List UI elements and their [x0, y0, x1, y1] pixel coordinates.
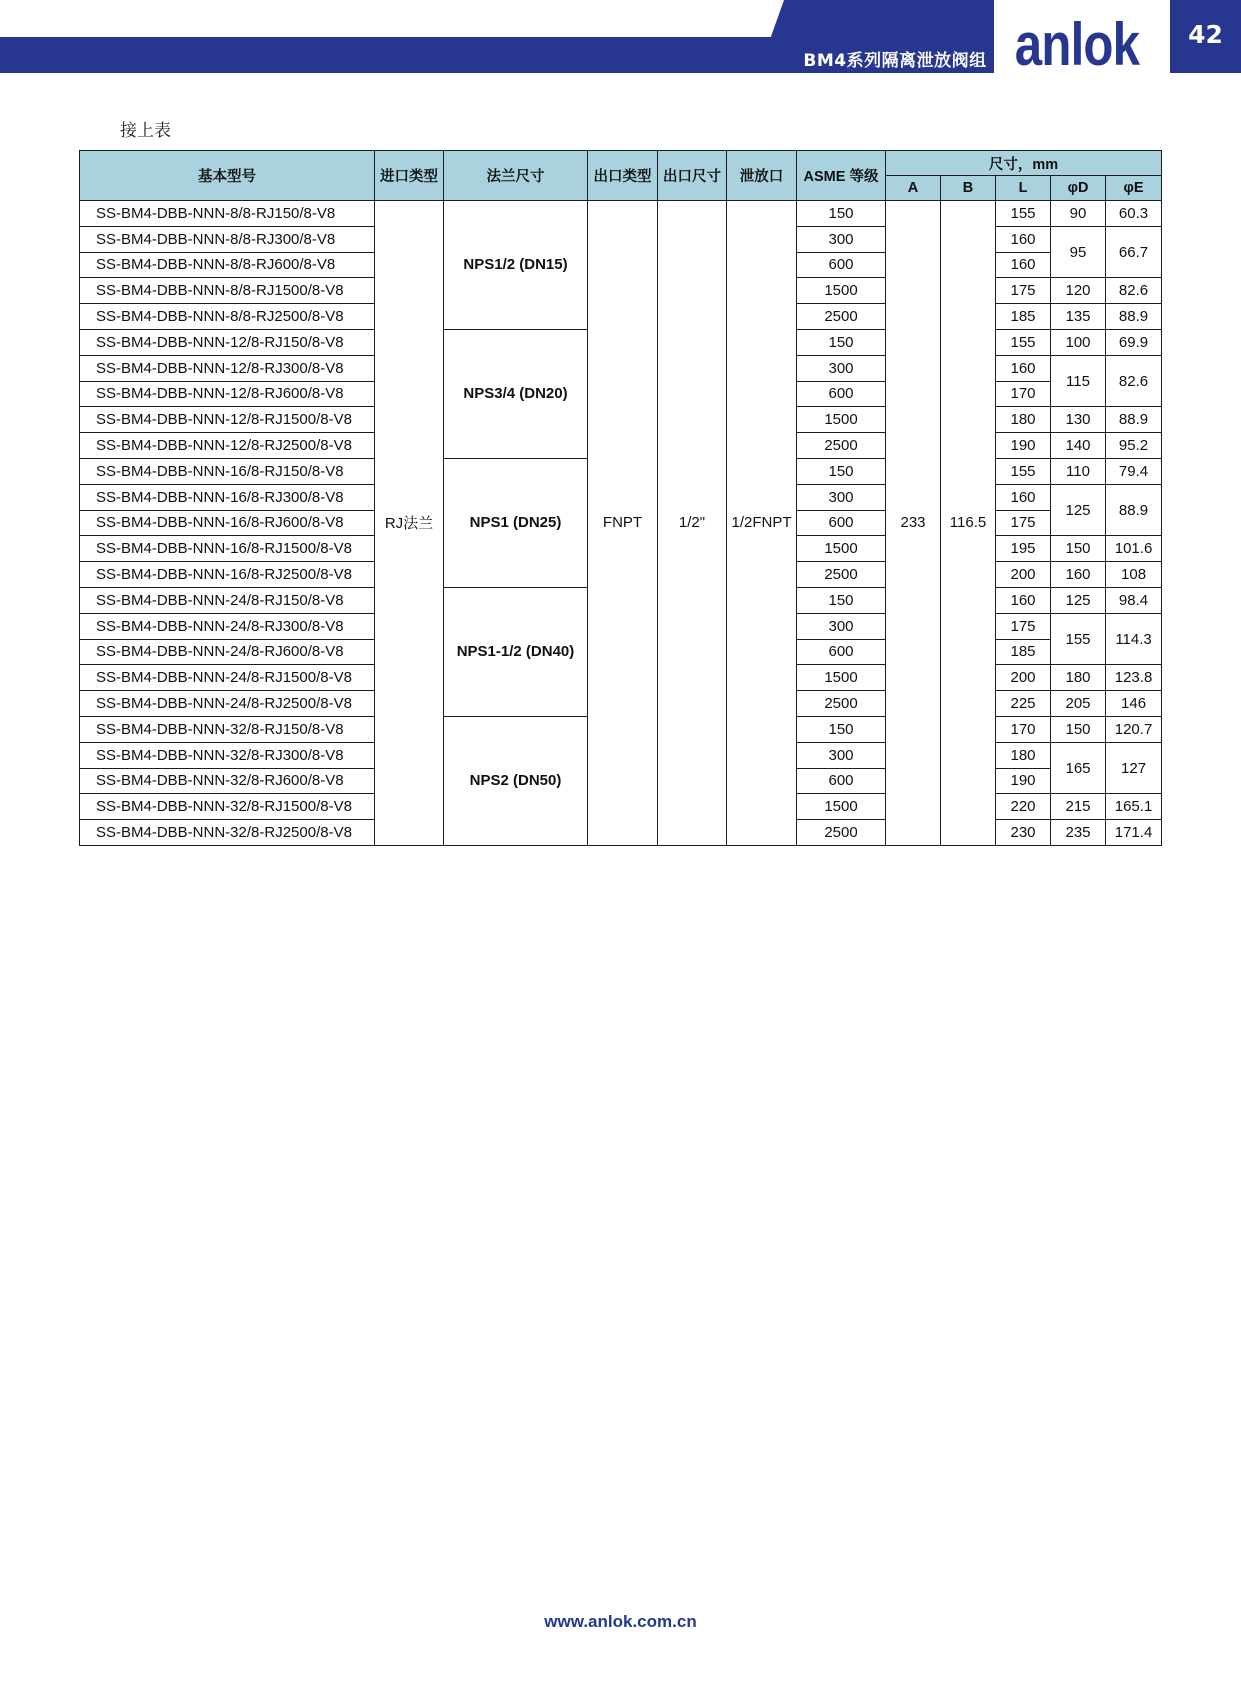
dim-e-cell: 114.3	[1106, 613, 1162, 665]
spec-table-body	[80, 201, 1162, 846]
asme-class-cell: 600	[797, 768, 886, 794]
model-cell: SS-BM4-DBB-NNN-24/8-RJ300/8-V8	[80, 613, 375, 639]
asme-class-cell: 1500	[797, 794, 886, 820]
dim-l-cell: 180	[996, 742, 1051, 768]
dim-d-cell: 150	[1051, 716, 1106, 742]
dim-l-cell: 175	[996, 613, 1051, 639]
dim-l-cell: 190	[996, 768, 1051, 794]
dim-l-cell: 180	[996, 407, 1051, 433]
header-vent: 泄放口	[727, 151, 797, 201]
flange-size-cell: NPS2 (DN50)	[444, 716, 588, 845]
series-title: BM4系列隔离泄放阀组	[803, 51, 987, 71]
outlet-type-cell: FNPT	[588, 201, 658, 846]
flange-size-cell: NPS1/2 (DN15)	[444, 201, 588, 330]
asme-class-cell: 1500	[797, 536, 886, 562]
dim-l-cell: 200	[996, 665, 1051, 691]
dim-l-cell: 170	[996, 716, 1051, 742]
dim-d-cell: 155	[1051, 613, 1106, 665]
asme-class-cell: 300	[797, 355, 886, 381]
model-cell: SS-BM4-DBB-NNN-24/8-RJ2500/8-V8	[80, 691, 375, 717]
dim-e-cell: 88.9	[1106, 407, 1162, 433]
model-cell: SS-BM4-DBB-NNN-12/8-RJ150/8-V8	[80, 329, 375, 355]
footer-website: www.anlok.com.cn	[544, 1612, 697, 1631]
dim-e-cell: 127	[1106, 742, 1162, 794]
dim-e-cell: 88.9	[1106, 484, 1162, 536]
dim-d-cell: 160	[1051, 562, 1106, 588]
anlok-logo: anlok	[1014, 11, 1140, 78]
dim-l-cell: 155	[996, 201, 1051, 227]
asme-class-cell: 300	[797, 613, 886, 639]
dim-l-cell: 190	[996, 433, 1051, 459]
dim-e-cell: 101.6	[1106, 536, 1162, 562]
model-cell: SS-BM4-DBB-NNN-12/8-RJ300/8-V8	[80, 355, 375, 381]
asme-class-cell: 600	[797, 252, 886, 278]
dim-l-cell: 175	[996, 510, 1051, 536]
model-cell: SS-BM4-DBB-NNN-32/8-RJ300/8-V8	[80, 742, 375, 768]
dim-l-cell: 155	[996, 458, 1051, 484]
model-cell: SS-BM4-DBB-NNN-8/8-RJ2500/8-V8	[80, 304, 375, 330]
model-cell: SS-BM4-DBB-NNN-12/8-RJ2500/8-V8	[80, 433, 375, 459]
model-cell: SS-BM4-DBB-NNN-16/8-RJ1500/8-V8	[80, 536, 375, 562]
flange-size-cell: NPS1 (DN25)	[444, 458, 588, 587]
dim-d-cell: 120	[1051, 278, 1106, 304]
model-cell: SS-BM4-DBB-NNN-32/8-RJ150/8-V8	[80, 716, 375, 742]
dim-l-cell: 195	[996, 536, 1051, 562]
dim-d-cell: 95	[1051, 226, 1106, 278]
header-flange-size: 法兰尺寸	[444, 151, 588, 201]
asme-class-cell: 2500	[797, 433, 886, 459]
dim-e-cell: 123.8	[1106, 665, 1162, 691]
dim-l-cell: 160	[996, 587, 1051, 613]
header-asme-class: ASME 等级	[797, 151, 886, 201]
dim-e-cell: 82.6	[1106, 355, 1162, 407]
header-dim-a: A	[886, 176, 941, 201]
dim-l-cell: 160	[996, 226, 1051, 252]
dim-e-cell: 165.1	[1106, 794, 1162, 820]
asme-class-cell: 600	[797, 381, 886, 407]
asme-class-cell: 150	[797, 458, 886, 484]
asme-class-cell: 150	[797, 716, 886, 742]
header-model: 基本型号	[80, 151, 375, 201]
dim-e-cell: 98.4	[1106, 587, 1162, 613]
dim-l-cell: 230	[996, 820, 1051, 846]
dim-l-cell: 160	[996, 355, 1051, 381]
header-dim-e: φE	[1106, 176, 1162, 201]
dim-l-cell: 185	[996, 639, 1051, 665]
asme-class-cell: 600	[797, 639, 886, 665]
inlet-type-cell: RJ法兰	[375, 201, 444, 846]
dim-e-cell: 82.6	[1106, 278, 1162, 304]
header-dimensions: 尺寸，mm	[886, 151, 1162, 176]
header-outlet-type: 出口类型	[588, 151, 658, 201]
dim-b-cell: 116.5	[941, 201, 996, 846]
dim-e-cell: 66.7	[1106, 226, 1162, 278]
vent-cell: 1/2FNPT	[727, 201, 797, 846]
model-cell: SS-BM4-DBB-NNN-8/8-RJ600/8-V8	[80, 252, 375, 278]
dim-e-cell: 146	[1106, 691, 1162, 717]
flange-size-cell: NPS1-1/2 (DN40)	[444, 587, 588, 716]
flange-size-cell: NPS3/4 (DN20)	[444, 329, 588, 458]
dim-e-cell: 95.2	[1106, 433, 1162, 459]
dim-d-cell: 150	[1051, 536, 1106, 562]
table-row	[80, 201, 1162, 227]
model-cell: SS-BM4-DBB-NNN-12/8-RJ1500/8-V8	[80, 407, 375, 433]
header-dim-b: B	[941, 176, 996, 201]
dim-d-cell: 100	[1051, 329, 1106, 355]
header-inlet-type: 进口类型	[375, 151, 444, 201]
header-dim-l: L	[996, 176, 1051, 201]
header-dim-d: φD	[1051, 176, 1106, 201]
asme-class-cell: 300	[797, 742, 886, 768]
model-cell: SS-BM4-DBB-NNN-8/8-RJ150/8-V8	[80, 201, 375, 227]
asme-class-cell: 300	[797, 226, 886, 252]
dim-l-cell: 185	[996, 304, 1051, 330]
model-cell: SS-BM4-DBB-NNN-8/8-RJ1500/8-V8	[80, 278, 375, 304]
asme-class-cell: 1500	[797, 407, 886, 433]
dim-e-cell: 69.9	[1106, 329, 1162, 355]
model-cell: SS-BM4-DBB-NNN-24/8-RJ600/8-V8	[80, 639, 375, 665]
dim-d-cell: 180	[1051, 665, 1106, 691]
dim-l-cell: 175	[996, 278, 1051, 304]
asme-class-cell: 300	[797, 484, 886, 510]
dim-d-cell: 110	[1051, 458, 1106, 484]
model-cell: SS-BM4-DBB-NNN-12/8-RJ600/8-V8	[80, 381, 375, 407]
dim-d-cell: 125	[1051, 484, 1106, 536]
dim-a-cell: 233	[886, 201, 941, 846]
asme-class-cell: 1500	[797, 665, 886, 691]
dim-d-cell: 165	[1051, 742, 1106, 794]
dim-l-cell: 155	[996, 329, 1051, 355]
page-number: 42	[1188, 20, 1223, 49]
asme-class-cell: 150	[797, 201, 886, 227]
model-cell: SS-BM4-DBB-NNN-24/8-RJ150/8-V8	[80, 587, 375, 613]
model-cell: SS-BM4-DBB-NNN-32/8-RJ2500/8-V8	[80, 820, 375, 846]
asme-class-cell: 1500	[797, 278, 886, 304]
outlet-size-cell: 1/2"	[658, 201, 727, 846]
dim-d-cell: 115	[1051, 355, 1106, 407]
header-outlet-size: 出口尺寸	[658, 151, 727, 201]
model-cell: SS-BM4-DBB-NNN-16/8-RJ600/8-V8	[80, 510, 375, 536]
model-cell: SS-BM4-DBB-NNN-24/8-RJ1500/8-V8	[80, 665, 375, 691]
dim-e-cell: 88.9	[1106, 304, 1162, 330]
dim-l-cell: 160	[996, 252, 1051, 278]
model-cell: SS-BM4-DBB-NNN-32/8-RJ600/8-V8	[80, 768, 375, 794]
asme-class-cell: 2500	[797, 691, 886, 717]
asme-class-cell: 150	[797, 587, 886, 613]
asme-class-cell: 2500	[797, 304, 886, 330]
dim-d-cell: 235	[1051, 820, 1106, 846]
model-cell: SS-BM4-DBB-NNN-16/8-RJ2500/8-V8	[80, 562, 375, 588]
dim-l-cell: 220	[996, 794, 1051, 820]
dim-e-cell: 79.4	[1106, 458, 1162, 484]
dim-d-cell: 205	[1051, 691, 1106, 717]
asme-class-cell: 2500	[797, 562, 886, 588]
dim-d-cell: 130	[1051, 407, 1106, 433]
dim-l-cell: 225	[996, 691, 1051, 717]
continued-note: 接上表	[120, 121, 171, 141]
dim-d-cell: 125	[1051, 587, 1106, 613]
dim-e-cell: 60.3	[1106, 201, 1162, 227]
dim-d-cell: 90	[1051, 201, 1106, 227]
model-cell: SS-BM4-DBB-NNN-16/8-RJ300/8-V8	[80, 484, 375, 510]
asme-class-cell: 600	[797, 510, 886, 536]
asme-class-cell: 2500	[797, 820, 886, 846]
dim-d-cell: 135	[1051, 304, 1106, 330]
dim-e-cell: 120.7	[1106, 716, 1162, 742]
dim-e-cell: 108	[1106, 562, 1162, 588]
dim-d-cell: 140	[1051, 433, 1106, 459]
model-cell: SS-BM4-DBB-NNN-32/8-RJ1500/8-V8	[80, 794, 375, 820]
model-cell: SS-BM4-DBB-NNN-8/8-RJ300/8-V8	[80, 226, 375, 252]
dim-e-cell: 171.4	[1106, 820, 1162, 846]
dim-l-cell: 170	[996, 381, 1051, 407]
dim-l-cell: 200	[996, 562, 1051, 588]
model-cell: SS-BM4-DBB-NNN-16/8-RJ150/8-V8	[80, 458, 375, 484]
dim-d-cell: 215	[1051, 794, 1106, 820]
spec-table	[79, 150, 1162, 846]
dim-l-cell: 160	[996, 484, 1051, 510]
asme-class-cell: 150	[797, 329, 886, 355]
